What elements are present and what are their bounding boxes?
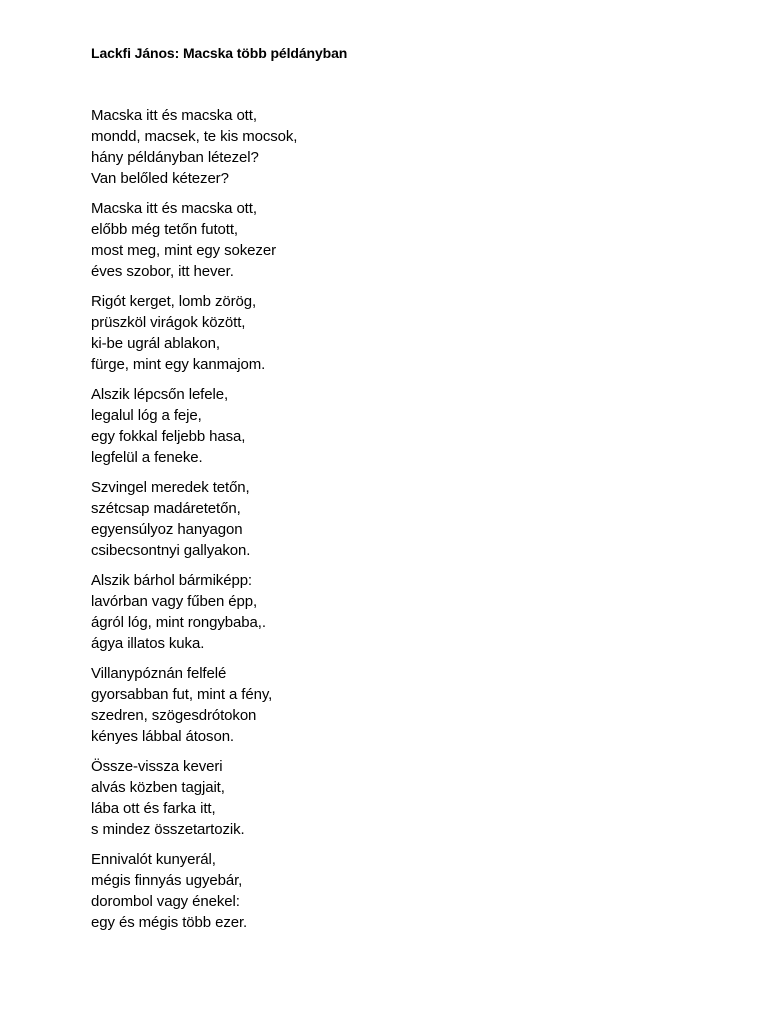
poem-line: legfelül a feneke. — [91, 449, 203, 466]
document-page — [91, 43, 691, 942]
poem-line: Alszik bárhol bármiképp: — [91, 572, 253, 589]
stanza-6 — [91, 570, 691, 654]
stanza-8 — [91, 756, 691, 840]
poem-line: egyensúlyoz hanyagon — [91, 521, 243, 538]
stanza-7 — [91, 663, 691, 747]
poem-line: Ennivalót kunyerál, — [91, 851, 216, 868]
poem-line: legalul lóg a feje, — [91, 407, 202, 424]
poem-line: szétcsap madáretetőn, — [91, 500, 241, 517]
poem-line: mondd, macsek, te kis mocsok, — [91, 128, 298, 145]
poem-title: Lackfi János: Macska több példányban — [91, 45, 348, 61]
poem-line: éves szobor, itt hever. — [91, 263, 234, 280]
poem-line: lába ott és farka itt, — [91, 800, 216, 817]
poem-line: Össze-vissza keveri — [91, 758, 223, 775]
poem-line: kényes lábbal átoson. — [91, 728, 235, 745]
poem-line: mégis finnyás ugyebár, — [91, 872, 243, 889]
poem-line: egy fokkal feljebb hasa, — [91, 428, 246, 445]
poem-line: hány példányban létezel? — [91, 149, 259, 166]
stanza-2 — [91, 198, 691, 282]
poem-line: dorombol vagy énekel: — [91, 893, 240, 910]
poem-line: Macska itt és macska ott, — [91, 107, 257, 124]
poem-line: Szvingel meredek tetőn, — [91, 479, 250, 496]
poem-line: s mindez összetartozik. — [91, 821, 245, 838]
stanza-4 — [91, 384, 691, 468]
poem-line: Villanypóznán felfelé — [91, 665, 227, 682]
poem-line: fürge, mint egy kanmajom. — [91, 356, 266, 373]
poem-line: Alszik lépcsőn lefele, — [91, 386, 229, 403]
poem-line: Rigót kerget, lomb zörög, — [91, 293, 257, 310]
poem-line: ki-be ugrál ablakon, — [91, 335, 220, 352]
poem-line: prüszköl virágok között, — [91, 314, 246, 331]
stanza-9 — [91, 849, 691, 933]
poem-line: egy és mégis több ezer. — [91, 914, 248, 931]
poem-line: Macska itt és macska ott, — [91, 200, 257, 217]
poem-line: Van belőled kétezer? — [91, 170, 229, 187]
poem-line: csibecsontnyi gallyakon. — [91, 542, 251, 559]
poem-line: ágya illatos kuka. — [91, 635, 205, 652]
stanza-1 — [91, 105, 691, 189]
poem-line: ágról lóg, mint rongybaba,. — [91, 614, 266, 631]
poem-line: szedren, szögesdrótokon — [91, 707, 257, 724]
poem-line: lavórban vagy fűben épp, — [91, 593, 258, 610]
poem-line: alvás közben tagjait, — [91, 779, 225, 796]
stanza-3 — [91, 291, 691, 375]
stanza-5 — [91, 477, 691, 561]
poem-line: gyorsabban fut, mint a fény, — [91, 686, 273, 703]
poem-line: előbb még tetőn futott, — [91, 221, 238, 238]
poem-line: most meg, mint egy sokezer — [91, 242, 276, 259]
